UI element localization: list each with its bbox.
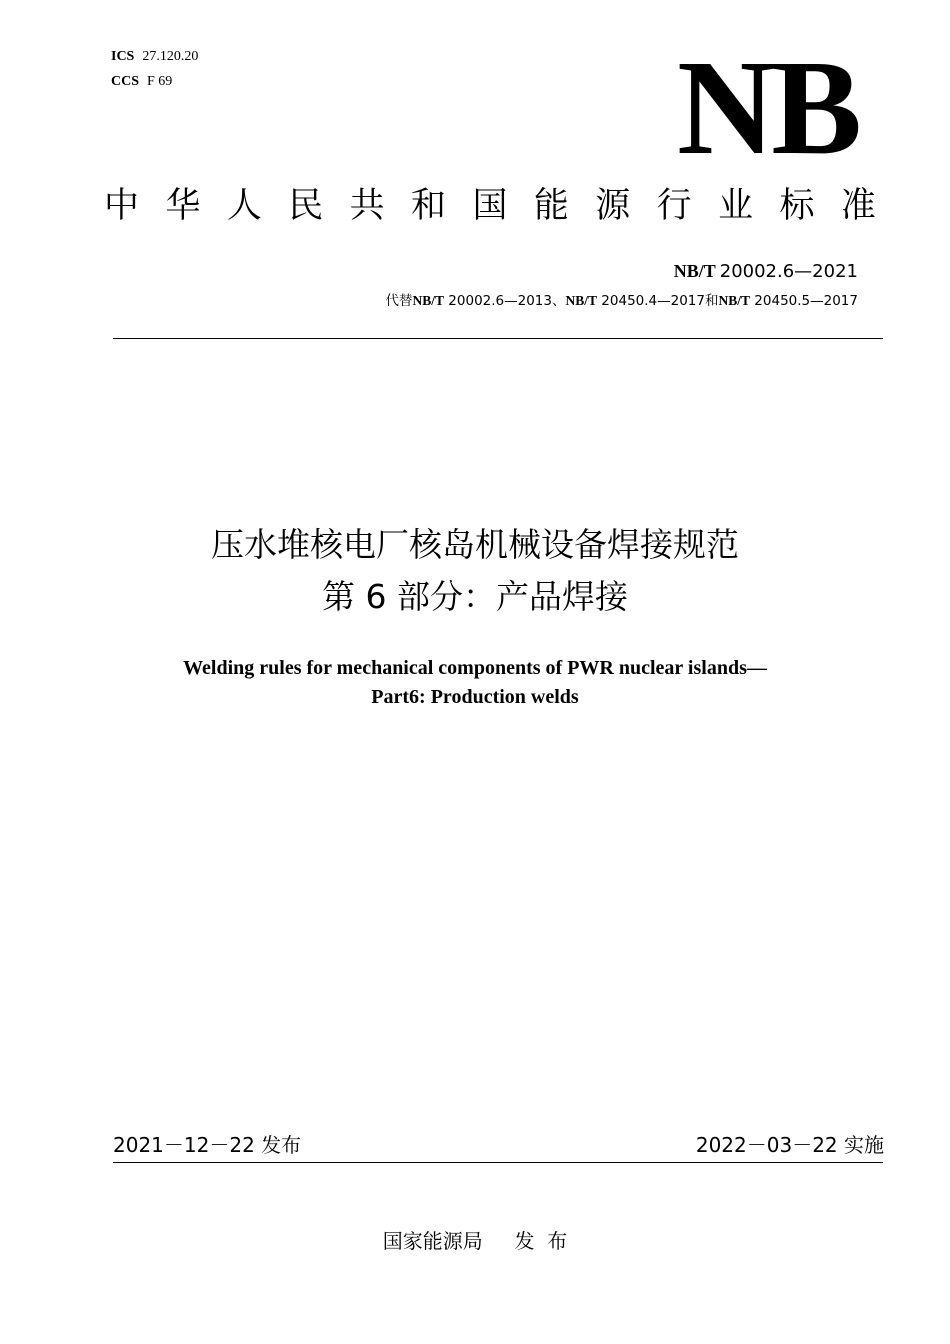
replaces-number: 20002.6—2013、 <box>444 293 566 309</box>
standard-class-char: 人 <box>226 186 262 226</box>
standard-class-char: 业 <box>718 186 754 226</box>
ccs-code <box>111 72 172 91</box>
standard-class-char: 行 <box>656 186 692 226</box>
ics-code <box>111 47 198 66</box>
replaces-code: NB/T <box>565 293 598 308</box>
standard-class-char: 共 <box>349 186 385 226</box>
replaces-line <box>386 292 859 310</box>
replaces-code: NB/T <box>718 293 751 308</box>
standard-class-title <box>104 183 876 229</box>
publish-date: 2021－12－22 发布 <box>113 1133 302 1157</box>
standard-class-char: 能 <box>533 186 569 226</box>
title-zh-line1: 压水堆核电厂核岛机械设备焊接规范 <box>211 525 739 564</box>
standard-class-char: 和 <box>411 186 447 226</box>
title-en-line2: Part6: Production welds <box>371 686 579 708</box>
ics-value: 27.120.20 <box>142 49 199 64</box>
ccs-value: F 69 <box>147 74 173 89</box>
title-en-line1: Welding rules for mechanical components of PWR nuclear islands— <box>183 657 767 679</box>
standard-class-char: 准 <box>840 186 876 226</box>
ccs-label: CCS <box>111 74 140 89</box>
replaces-prefix: 代替 <box>385 293 413 309</box>
standard-class-char: 民 <box>288 186 324 226</box>
header-divider <box>113 338 883 339</box>
standard-class-char: 中 <box>104 186 140 226</box>
implement-date: 2022－03－22 实施 <box>695 1133 884 1157</box>
nb-logo: NB <box>677 33 858 183</box>
replaces-number: 20450.4—2017和 <box>597 293 719 309</box>
standard-number-code: NB/T <box>673 261 716 281</box>
standard-class-char: 华 <box>165 186 201 226</box>
standard-class-char: 标 <box>779 186 815 226</box>
issuer: 国家能源局 发 布 <box>382 1229 568 1253</box>
standard-class-char: 国 <box>472 186 508 226</box>
standard-number-value: 20002.6—2021 <box>719 261 858 282</box>
title-zh-line2: 第 6 部分：产品焊接 <box>322 577 628 616</box>
standard-class-char: 源 <box>595 186 631 226</box>
standard-number <box>674 259 858 284</box>
replaces-code: NB/T <box>412 293 445 308</box>
ics-label: ICS <box>111 49 135 64</box>
footer-divider <box>113 1162 883 1163</box>
replaces-number: 20450.5—2017 <box>750 293 858 309</box>
